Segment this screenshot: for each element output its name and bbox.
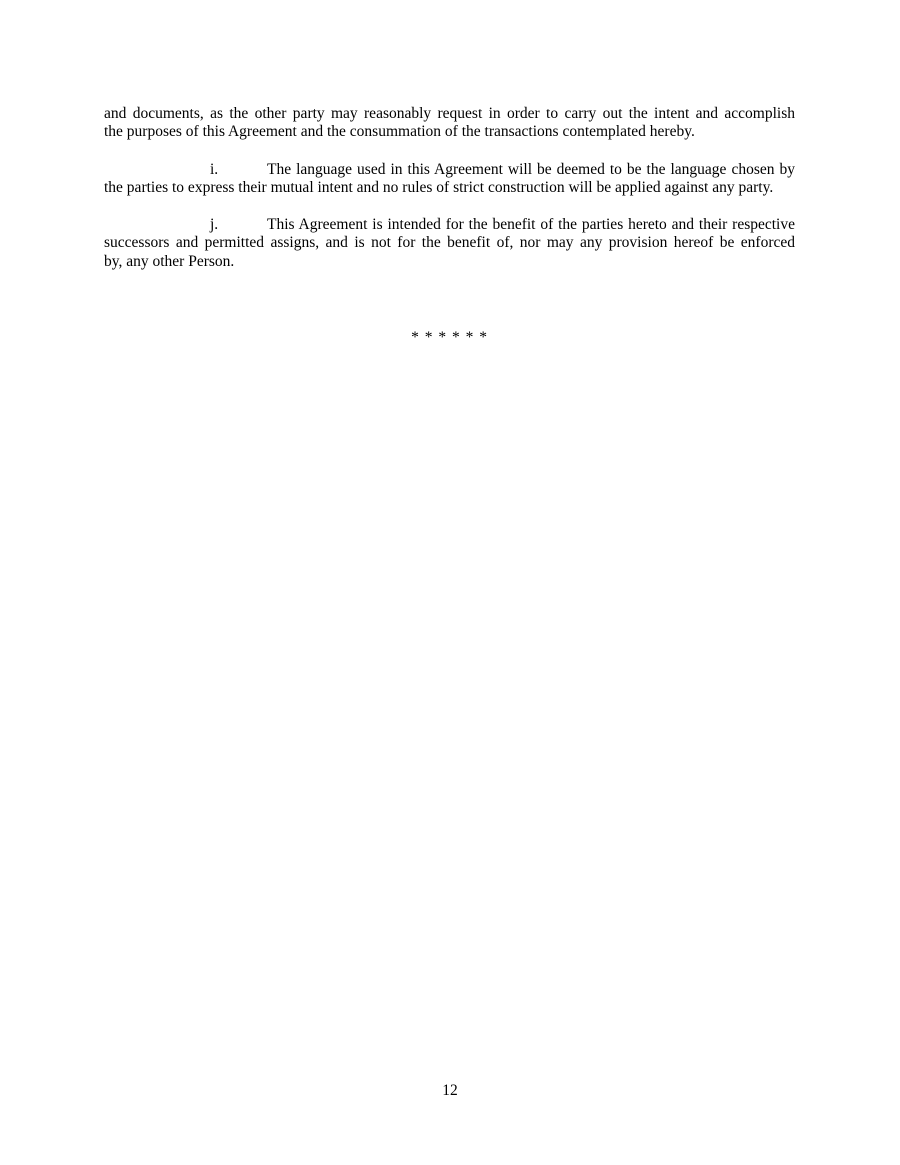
paragraph-line-text: the parties to express their mutual intent and no rules of strict construction will be applied against any party. (104, 178, 774, 196)
paragraph-line-text: and documents, as the other party may reasonably request in order to carry out the intent and accomplish (104, 105, 795, 122)
paragraph-clause-j (104, 216, 795, 271)
paragraph-line (104, 161, 795, 179)
paragraph-line (104, 105, 795, 123)
asterisk-separator: * * * * * * (411, 329, 488, 347)
paragraph-line-text: the purposes of this Agreement and the consummation of the transactions contemplated hereby. (104, 123, 695, 141)
paragraph-line-text: successors and permitted assigns, and is not for the benefit of, nor may any provision hereof be enforced (104, 234, 795, 252)
paragraph-continuation (104, 105, 795, 142)
page-number: 12 (442, 1082, 458, 1099)
paragraph-line-text: by, any other Person. (104, 252, 235, 270)
paragraph-line (104, 123, 795, 141)
paragraph-line-text: This Agreement is intended for the benefit of the parties hereto and their respective (267, 216, 795, 234)
paragraph-line-text: The language used in this Agreement will be deemed to be the language chosen by (267, 160, 795, 178)
paragraph-clause-i (104, 161, 795, 198)
clause-marker: i. (210, 160, 219, 178)
clause-marker: j. (210, 216, 219, 234)
document-body (104, 105, 795, 347)
paragraph-line (104, 216, 795, 234)
paragraph-line (104, 179, 795, 197)
paragraph-line (104, 234, 795, 252)
paragraph-line (104, 253, 795, 271)
